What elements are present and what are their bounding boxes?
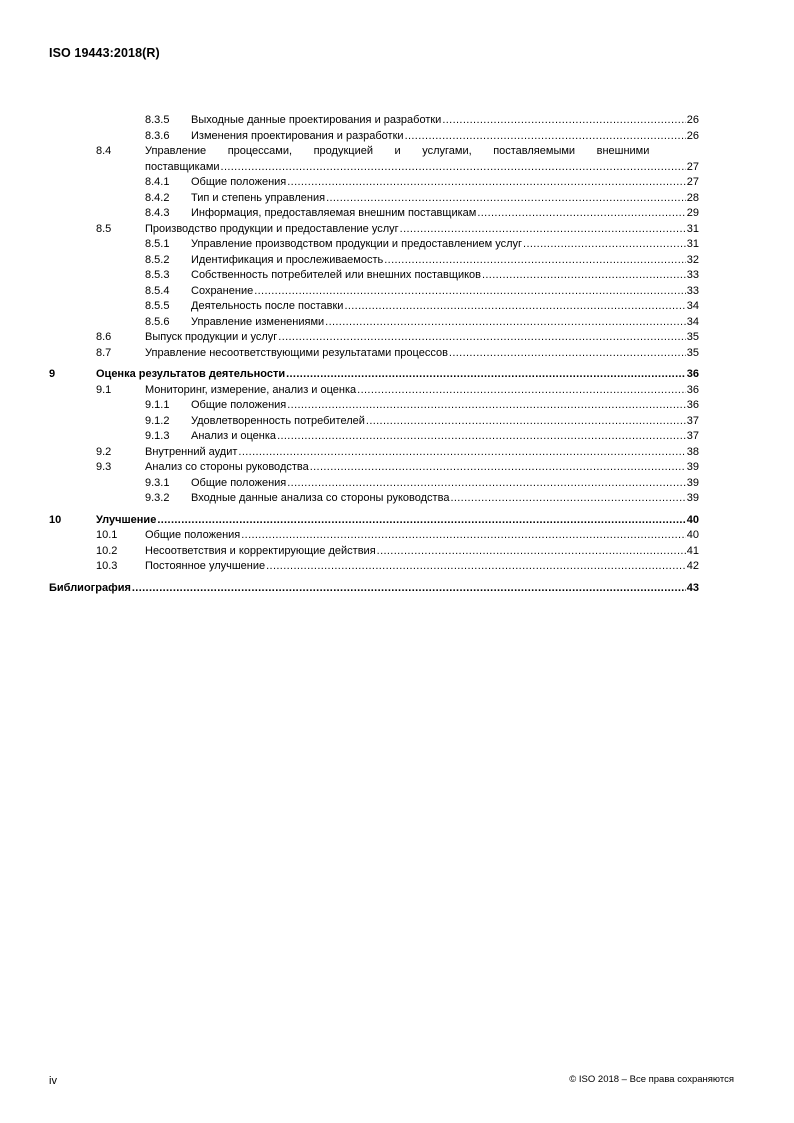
toc-number: 8.5.2 — [145, 253, 170, 266]
toc-number: 9.1.1 — [145, 399, 170, 411]
toc-number: 10 — [49, 513, 62, 526]
dot-leader — [357, 383, 686, 399]
toc-entry-8-5-5[interactable] — [49, 299, 699, 315]
toc-page: 41 — [686, 544, 699, 557]
toc-title: Изменения проектирования и разработки — [191, 129, 404, 142]
toc-title: Удовлетворенность потребителей — [191, 414, 365, 427]
dot-leader — [405, 129, 686, 145]
toc-number: 10.1 — [96, 529, 118, 541]
toc-entry-9-3[interactable] — [49, 460, 699, 476]
toc-entry-8-5-3[interactable] — [49, 268, 699, 284]
toc-entry-8-5[interactable] — [49, 222, 699, 238]
toc-page: 28 — [686, 191, 699, 204]
toc-page: 39 — [686, 492, 699, 504]
dot-leader — [366, 414, 686, 430]
toc-page: 42 — [686, 560, 699, 572]
toc-entry-8-4[interactable] — [49, 144, 699, 175]
page-number: iv — [49, 1075, 57, 1087]
toc-page: 26 — [686, 114, 699, 126]
toc-entry-10-3[interactable] — [49, 559, 699, 575]
toc-number: 8.5 — [96, 222, 112, 235]
toc-entry-9-1-2[interactable] — [49, 414, 699, 430]
toc-entry-8-7[interactable] — [49, 346, 699, 362]
toc-title: Идентификация и прослеживаемость — [191, 253, 384, 266]
toc-page: 39 — [686, 461, 699, 473]
toc-page: 31 — [686, 222, 699, 235]
toc-page: 38 — [686, 445, 699, 458]
toc-title: Внутренний аудит — [145, 445, 238, 458]
toc-number: 8.5.4 — [145, 284, 170, 297]
document-id: ISO 19443:2018(R) — [49, 46, 160, 60]
toc-page: 34 — [686, 315, 699, 328]
toc-entry-10-2[interactable] — [49, 544, 699, 560]
dot-leader — [442, 113, 685, 129]
toc-number: 8.4.1 — [145, 176, 170, 188]
toc-number: 8.5.5 — [145, 300, 170, 312]
dot-leader — [286, 367, 686, 383]
toc-number: 8.7 — [96, 346, 112, 359]
toc-bibliography[interactable] — [49, 581, 699, 597]
dot-leader — [287, 398, 686, 414]
toc-number: 10.3 — [96, 560, 118, 572]
toc-section-9[interactable] — [49, 367, 699, 383]
toc-page: 39 — [686, 476, 699, 489]
toc-entry-8-4-3[interactable] — [49, 206, 699, 222]
toc-number: 8.5.1 — [145, 238, 170, 250]
toc-number: 9.3 — [96, 461, 112, 473]
toc-number: 8.3.6 — [145, 129, 170, 142]
dot-leader — [400, 222, 686, 238]
toc-page: 35 — [686, 331, 699, 343]
toc-number: 9.1.3 — [145, 430, 170, 442]
dot-leader — [157, 513, 685, 529]
dot-leader — [523, 237, 686, 253]
toc-number: 9.3.1 — [145, 476, 170, 489]
toc-page: 37 — [686, 430, 699, 442]
dot-leader — [384, 253, 686, 269]
toc-page: 37 — [686, 414, 699, 427]
toc-title: Выпуск продукции и услуг — [145, 331, 278, 343]
dot-leader — [277, 429, 686, 445]
toc-page: 31 — [686, 238, 699, 250]
toc-entry-8-5-4[interactable] — [49, 284, 699, 300]
dot-leader — [266, 559, 686, 575]
toc-entry-9-1-1[interactable] — [49, 398, 699, 414]
toc-number: 8.6 — [96, 331, 112, 343]
toc-title: Входные данные анализа со стороны руководства — [191, 492, 450, 504]
toc-page: 29 — [686, 207, 699, 219]
dot-leader — [221, 160, 686, 176]
dot-leader — [482, 268, 686, 284]
dot-leader — [132, 581, 686, 597]
toc-page: 40 — [686, 513, 699, 526]
toc-title: Управление изменениями — [191, 315, 325, 328]
toc-title: Общие положения — [191, 176, 287, 188]
toc-number: 9.3.2 — [145, 492, 170, 504]
toc-entry-8-4-2[interactable] — [49, 191, 699, 207]
dot-leader — [377, 544, 686, 560]
toc-title-line2: поставщиками — [145, 160, 220, 173]
toc-entry-10-1[interactable] — [49, 528, 699, 544]
toc-entry-9-1[interactable] — [49, 383, 699, 399]
dot-leader — [310, 460, 686, 476]
toc-number: 8.5.6 — [145, 315, 170, 328]
toc-entry-8-4-1[interactable] — [49, 175, 699, 191]
toc-number: 8.4.3 — [145, 207, 170, 219]
toc-title: Общие положения — [145, 529, 241, 541]
toc-title: Управление производством продукции и предоставлением услуг — [191, 238, 523, 250]
toc-title: Анализ со стороны руководства — [145, 461, 309, 473]
toc-title: Библиография — [49, 581, 131, 594]
toc-page: 27 — [686, 176, 699, 188]
toc-entry-8-5-6[interactable] — [49, 315, 699, 331]
toc-number: 9.1.2 — [145, 414, 170, 427]
toc-entry-9-2[interactable] — [49, 445, 699, 461]
copyright-notice: © ISO 2018 – Все права сохраняются — [569, 1074, 734, 1085]
toc-title: Сохранение — [191, 284, 254, 297]
dot-leader — [449, 346, 686, 362]
dot-leader — [326, 191, 686, 207]
toc-title: Оценка результатов деятельности — [96, 368, 286, 380]
toc-title: Тип и степень управления — [191, 191, 326, 204]
toc-page: 33 — [686, 269, 699, 281]
toc-title: Собственность потребителей или внешних поставщиков — [191, 269, 481, 281]
toc-number: 10.2 — [96, 544, 118, 557]
toc-number: 8.4.2 — [145, 191, 170, 204]
toc-entry-8-5-1[interactable] — [49, 237, 699, 253]
dot-leader — [344, 299, 685, 315]
toc-title: Постоянное улучшение — [145, 560, 266, 572]
dot-leader — [477, 206, 685, 222]
toc-title: Общие положения — [191, 476, 287, 489]
toc-number: 9.1 — [96, 383, 112, 396]
toc-number: 8.5.3 — [145, 269, 170, 281]
toc-title: Выходные данные проектирования и разработки — [191, 114, 442, 126]
toc-title: Улучшение — [96, 513, 157, 526]
toc-title: Общие положения — [191, 399, 287, 411]
toc-entry-8-5-2[interactable] — [49, 253, 699, 269]
toc-entry-9-1-3[interactable] — [49, 429, 699, 445]
toc-page: 27 — [686, 160, 699, 173]
toc-page: 32 — [686, 253, 699, 266]
toc-number: 8.3.5 — [145, 114, 170, 126]
toc-page: 40 — [686, 529, 699, 541]
toc-page: 36 — [686, 399, 699, 411]
dot-leader — [241, 528, 686, 544]
toc-number: 9.2 — [96, 445, 112, 458]
toc-page: 36 — [686, 368, 699, 380]
toc-title: Производство продукции и предоставление услуг — [145, 222, 399, 235]
toc-page: 43 — [686, 581, 699, 594]
toc-entry-9-3-1[interactable] — [49, 476, 699, 492]
toc-number: 8.4 — [96, 145, 112, 157]
toc-entry-8-3-6[interactable] — [49, 129, 699, 145]
dot-leader — [278, 330, 685, 346]
table-of-contents — [49, 113, 699, 596]
toc-title: Мониторинг, измерение, анализ и оценка — [145, 383, 357, 396]
dot-leader — [254, 284, 686, 300]
toc-title-line1: Управление процессами, продукцией и услугами, поставляемыми внешними — [145, 145, 650, 157]
toc-page: 26 — [686, 129, 699, 142]
toc-section-10[interactable] — [49, 513, 699, 529]
toc-entry-8-3-5[interactable] — [49, 113, 699, 129]
toc-title: Управление несоответствующими результатами процессов — [145, 346, 448, 359]
toc-title: Информация, предоставляемая внешним поставщикам — [191, 207, 477, 219]
toc-title: Анализ и оценка — [191, 430, 277, 442]
toc-page: 34 — [686, 300, 699, 312]
toc-page: 36 — [686, 383, 699, 396]
toc-number: 9 — [49, 368, 56, 380]
toc-page: 33 — [686, 284, 699, 297]
dot-leader — [287, 175, 686, 191]
dot-leader — [238, 445, 685, 461]
dot-leader — [287, 476, 686, 492]
toc-entry-8-6[interactable] — [49, 330, 699, 346]
dot-leader — [450, 491, 685, 507]
toc-entry-9-3-2[interactable] — [49, 491, 699, 507]
toc-title: Несоответствия и корректирующие действия — [145, 544, 376, 557]
toc-page: 35 — [686, 346, 699, 359]
toc-title: Деятельность после поставки — [191, 300, 344, 312]
dot-leader — [325, 315, 686, 331]
